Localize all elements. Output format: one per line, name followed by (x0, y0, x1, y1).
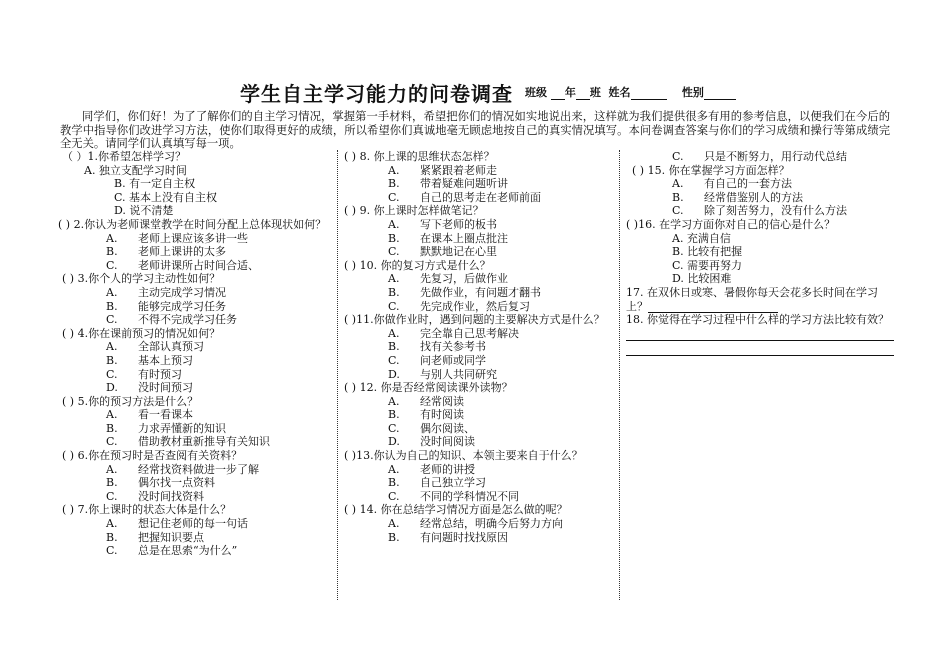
option[interactable]: B. 有问题时找找原因 (388, 530, 508, 544)
question-17: 17. 在双休日或寒、暑假你每天会花多长时间在学习上？ (626, 285, 878, 313)
option[interactable]: B. 比较有把握 (672, 245, 743, 259)
question-14: ( ) 14. 你在总结学习情况方面是怎么做的呢？ (344, 503, 568, 517)
question-9: ( ) 9. 你上课时怎样做笔记？ (344, 204, 484, 218)
option[interactable]: D. 比较困难 (672, 272, 732, 286)
option[interactable]: B. 有一定自主权 (114, 177, 196, 191)
name-label: 姓名 (608, 86, 631, 99)
column-divider-1 (337, 150, 338, 600)
option[interactable]: B. 在课本上圈点批注 (388, 231, 508, 245)
option[interactable]: B. 偶尔找一点资料 (106, 476, 215, 490)
option[interactable]: C. 除了刻苦努力，没有什么方法 (672, 204, 847, 218)
option[interactable]: B. 力求弄懂新的知识 (106, 421, 226, 435)
option[interactable]: A. 完全靠自己思考解决 (388, 326, 519, 340)
option[interactable]: C. 先完成作业，然后复习 (388, 299, 530, 313)
option[interactable]: C. 老师讲课所占时间合适、 (106, 258, 259, 272)
question-10: ( ) 10. 你的复习方式是什么？ (344, 258, 491, 272)
gender-blank[interactable] (704, 87, 736, 100)
option[interactable]: A. 紧紧跟着老师走 (388, 163, 497, 177)
question-8: ( ) 8. 你上课的思维状态怎样？ (344, 150, 495, 163)
option[interactable]: D. 没时间预习 (106, 381, 193, 395)
option[interactable]: B. 有时阅读 (388, 408, 464, 422)
option[interactable]: A. 充满自信 (672, 231, 731, 245)
intro-paragraph: 同学们，你们好！为了了解你们的自主学习情况，掌握第一手材料，希望把你们的情况如实地说出来，这样就为我们提供很多有用的参考信息，以便我们在今后的教学中指导你们改进学习方法，使你们取得更好的成绩，所以希望你们真诚地毫无顾虑地按自己的真实情况填写。本问卷调查答案与你们的学习成绩和操行等第成绩完全无关。请同学们认真填写每一项。 (60, 110, 890, 150)
question-1: （ ）1.你希望怎样学习？ (62, 150, 186, 163)
option[interactable]: C. 自己的思考走在老师前面 (388, 190, 541, 204)
question-2: ( ) 2.你认为老师课堂教学在时间分配上总体现状如何？ (58, 217, 327, 231)
option[interactable]: C. 基本上没有自主权 (114, 190, 218, 204)
question-12: ( ) 12. 你是否经常阅读课外读物？ (344, 381, 513, 395)
option[interactable]: B. 自己独立学习 (388, 476, 486, 490)
option[interactable]: A. 主动完成学习情况 (106, 285, 226, 299)
option[interactable]: A. 先复习，后做作业 (388, 272, 508, 286)
option[interactable]: C. 偶尔阅读、 (388, 421, 475, 435)
question-4: ( ) 4.你在课前预习的情况如何？ (62, 326, 221, 340)
option[interactable]: A. 老师上课应该多讲一些 (106, 231, 248, 245)
question-16: ( )16. 在学习方面你对自己的信心是什么？ (626, 217, 836, 231)
question-3: ( ) 3.你个人的学习主动性如何？ (62, 272, 221, 286)
name-blank[interactable] (631, 87, 667, 100)
gender-label: 性别 (681, 86, 704, 99)
ban-label: 班 (589, 86, 601, 99)
option[interactable]: A. 写下老师的板书 (388, 217, 497, 231)
option[interactable]: D. 没时间阅读 (388, 435, 475, 449)
option[interactable]: B. 找有关参考书 (388, 340, 486, 354)
option[interactable]: C. 问老师或同学 (388, 353, 486, 367)
option[interactable]: B. 先做作业，有问题才翻书 (388, 285, 541, 299)
grade-label: 年 (564, 86, 576, 99)
question-17-answer-blank[interactable] (648, 300, 778, 313)
option[interactable]: A. 独立支配学习时间 (84, 163, 187, 177)
option[interactable]: B. 带着疑难问题听讲 (388, 177, 508, 191)
option[interactable]: C. 不得不完成学习任务 (106, 313, 237, 327)
option[interactable]: C. 默默地记在心里 (388, 245, 497, 259)
question-5: ( ) 5.你的预习方法是什么？ (62, 394, 199, 408)
question-18-answer-line-1[interactable] (626, 327, 894, 342)
option[interactable]: B. 把握知识要点 (106, 530, 204, 544)
option[interactable]: A. 老师的讲授 (388, 462, 475, 476)
header (0, 78, 950, 104)
column-3 (626, 150, 894, 356)
option[interactable]: C. 需要再努力 (672, 258, 743, 272)
option[interactable]: C. 只是不断努力，用行动代总结 (672, 150, 847, 163)
option[interactable]: A. 全部认真预习 (106, 340, 204, 354)
class-year-blank[interactable] (551, 87, 565, 100)
page-title: 学生自主学习能力的问卷调查 (240, 82, 513, 106)
option[interactable]: A. 经常找资料做进一步了解 (106, 462, 259, 476)
option[interactable]: C. 有时预习 (106, 367, 182, 381)
option[interactable]: A. 经常总结，明确今后努力方向 (388, 517, 563, 531)
option[interactable]: D. 说不清楚 (114, 204, 174, 218)
column-divider-2 (619, 150, 620, 600)
option[interactable]: D. 与别人共同研究 (388, 367, 497, 381)
column-1 (58, 150, 332, 558)
option[interactable]: B. 能够完成学习任务 (106, 299, 226, 313)
option[interactable]: C. 没时间找资料 (106, 489, 204, 503)
student-info-fields (525, 84, 736, 100)
option[interactable]: A. 想记住老师的每一句话 (106, 517, 248, 531)
option[interactable]: A. 看一看课本 (106, 408, 193, 422)
question-11: ( )11.你做作业时，遇到问题的主要解决方式是什么？ (344, 313, 605, 327)
option[interactable]: C. 借助教材重新推导有关知识 (106, 435, 270, 449)
question-15: ( ) 15. 你在掌握学习方面怎样？ (632, 163, 790, 177)
question-18-answer-line-2[interactable] (626, 341, 894, 356)
option[interactable]: A. 经常阅读 (388, 394, 464, 408)
question-6: ( ) 6.你在预习时是否查阅有关资料？ (62, 449, 243, 463)
option[interactable]: A. 有自己的一套方法 (672, 177, 792, 191)
question-13: ( )13.你认为自己的知识、本领主要来自于什么？ (344, 449, 583, 463)
option[interactable]: B. 基本上预习 (106, 353, 193, 367)
option[interactable]: C. 总是在思索“为什么” (106, 544, 238, 558)
option[interactable]: C. 不同的学科情况不同 (388, 489, 519, 503)
question-18: 18. 你觉得在学习过程中什么样的学习方法比较有效？ (626, 313, 889, 327)
option[interactable]: B. 老师上课讲的太多 (106, 245, 226, 259)
option[interactable]: B. 经常借鉴别人的方法 (672, 190, 803, 204)
column-2 (344, 150, 616, 544)
class-label: 班级 (525, 86, 547, 99)
question-7: ( ) 7.你上课时的状态大体是什么？ (62, 503, 232, 517)
class-number-blank[interactable] (576, 87, 590, 100)
